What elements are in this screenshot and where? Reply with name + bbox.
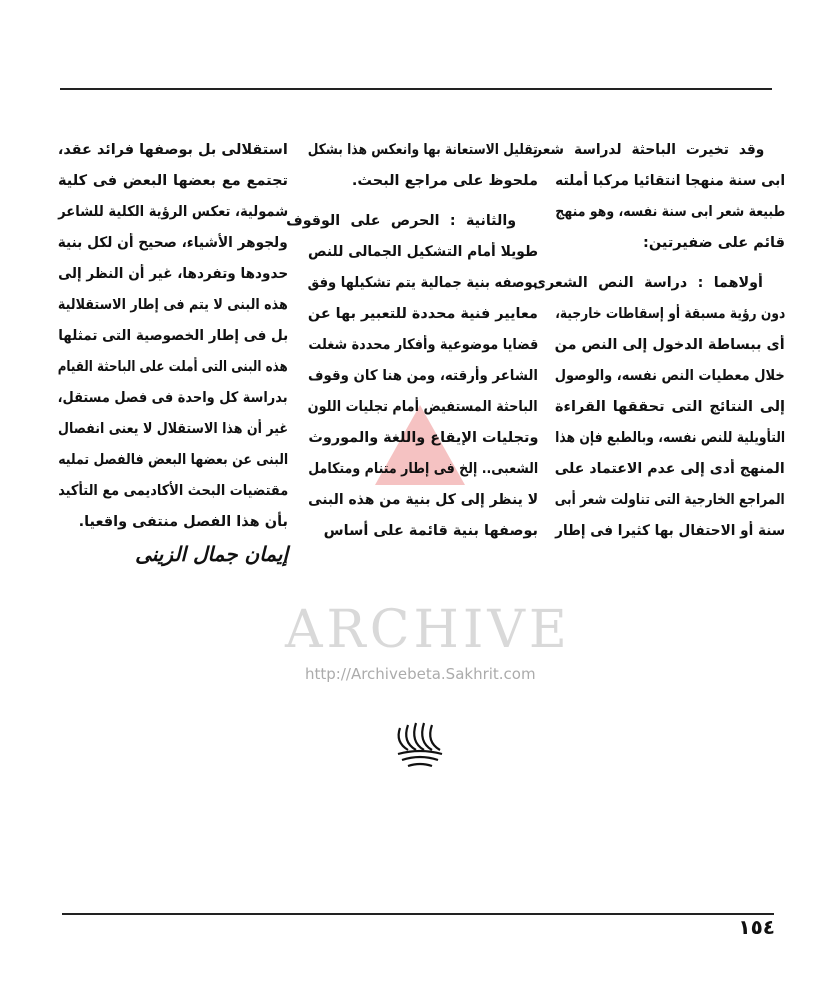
text-line: مقتضيات البحث الأكاديمى مع التأكيد bbox=[58, 483, 288, 499]
text-line: بأن هذا الفصل منتفى واقعيا. bbox=[78, 514, 288, 530]
text-line: معايير فنية محددة للتعبير بها عن bbox=[308, 306, 538, 322]
paragraph-gap bbox=[308, 197, 538, 206]
text-line: وقد تخيرت الباحثة لدراسة شعر bbox=[534, 142, 765, 158]
column-middle bbox=[286, 135, 538, 547]
text-line: البنى عن بعضها البعض فالفصل تمليه bbox=[58, 452, 288, 468]
text-line: ولجوهر الأشياء، صحيح أن لكل بنية bbox=[58, 235, 288, 251]
text-line: حدودها وتفردها، غير أن النظر إلى bbox=[58, 266, 288, 282]
column-right bbox=[533, 135, 785, 547]
text-line: قائم على ضفيرتين: bbox=[643, 235, 785, 251]
paragraph bbox=[534, 135, 785, 259]
text-line: بل فى إطار الخصوصية التى تمثلها bbox=[58, 328, 288, 344]
text-line: الشاعر وأرقته، ومن هنا كان وقوف bbox=[308, 368, 538, 384]
text-line: الشعبى.. إلخ فى إطار متنام ومتكامل bbox=[308, 461, 538, 477]
text-line: لا ينظر إلى كل بنية من هذه البنى bbox=[308, 492, 538, 508]
text-line: تقليل الاستعانة بها وانعكس هذا بشكل bbox=[308, 142, 538, 158]
text-line: استقلالى بل بوصفها فرائد عقد، bbox=[58, 142, 288, 158]
text-line: هذه البنى لا يتم فى إطار الاستقلالية bbox=[58, 297, 288, 313]
watermark-text: ARCHIVE bbox=[285, 600, 571, 660]
paragraph bbox=[533, 268, 785, 547]
watermark-url: http://Archivebeta.Sakhrit.com bbox=[305, 665, 536, 683]
column-left bbox=[58, 135, 288, 566]
text-line: دون رؤية مسبقة أو إسقاطات خارجية، bbox=[555, 306, 785, 322]
text-line: هذه البنى التى أملت على الباحثة القيام bbox=[58, 359, 288, 375]
text-line: أولاهما : دراسة النص الشعرى bbox=[533, 275, 764, 291]
text-line: الباحثة المستفيض أمام تجليات اللون bbox=[308, 399, 538, 415]
text-line: التأويلية للنص نفسه، وبالطبع فإن هذا bbox=[555, 430, 785, 446]
text-line: المنهج أدى إلى عدم الاعتماد على bbox=[555, 461, 785, 477]
text-line: غير أن هذا الاستقلال لا يعنى انفصال bbox=[58, 421, 288, 437]
text-line: تجتمع مع بعضها البعض فى كلية bbox=[58, 173, 288, 189]
text-line: المراجع الخارجية التى تناولت شعر أبى bbox=[555, 492, 785, 508]
paragraph-gap bbox=[555, 259, 785, 268]
text-line: طويلا أمام التشكيل الجمالى للنص bbox=[308, 244, 538, 260]
text-line: طبيعة شعر ابى سنة نفسه، وهو منهج bbox=[555, 204, 785, 220]
text-line: وتجليات الإيقاع واللغة والموروث bbox=[308, 430, 538, 446]
text-line: إلى النتائج التى تحققها القراءة bbox=[555, 399, 785, 415]
text-line: بدراسة كل واحدة فى فصل مستقل، bbox=[58, 390, 288, 406]
text-line: شمولية، تعكس الرؤية الكلية للشاعر bbox=[58, 204, 288, 220]
page-number: ١٥٤ bbox=[738, 915, 775, 939]
author-signature: إيمان جمال الزينى bbox=[135, 542, 288, 566]
text-line: بوصفه بنية جمالية يتم تشكيلها وفق bbox=[308, 275, 538, 291]
bottom-rule bbox=[62, 913, 774, 915]
text-line: خلال معطيات النص نفسه، والوصول bbox=[555, 368, 785, 384]
ornament-icon bbox=[390, 720, 450, 770]
text-line: ملحوظ على مراجع البحث. bbox=[351, 173, 538, 189]
text-line: والثانية : الحرص على الوقوف bbox=[286, 213, 517, 229]
top-rule bbox=[60, 88, 772, 90]
text-line: ابى سنة منهجا انتقائيا مركبا أملته bbox=[555, 173, 785, 189]
paragraph bbox=[286, 206, 538, 547]
paragraph bbox=[308, 135, 538, 197]
text-line: سنة أو الاحتفال بها كثيرا فى إطار bbox=[555, 523, 785, 539]
text-line: أى ببساطة الدخول إلى النص من bbox=[555, 337, 785, 353]
text-line: بوصفها بنية قائمة على أساس bbox=[323, 523, 538, 539]
paragraph bbox=[58, 135, 288, 538]
text-line: قضايا موضوعية وأفكار محددة شغلت bbox=[308, 337, 538, 353]
